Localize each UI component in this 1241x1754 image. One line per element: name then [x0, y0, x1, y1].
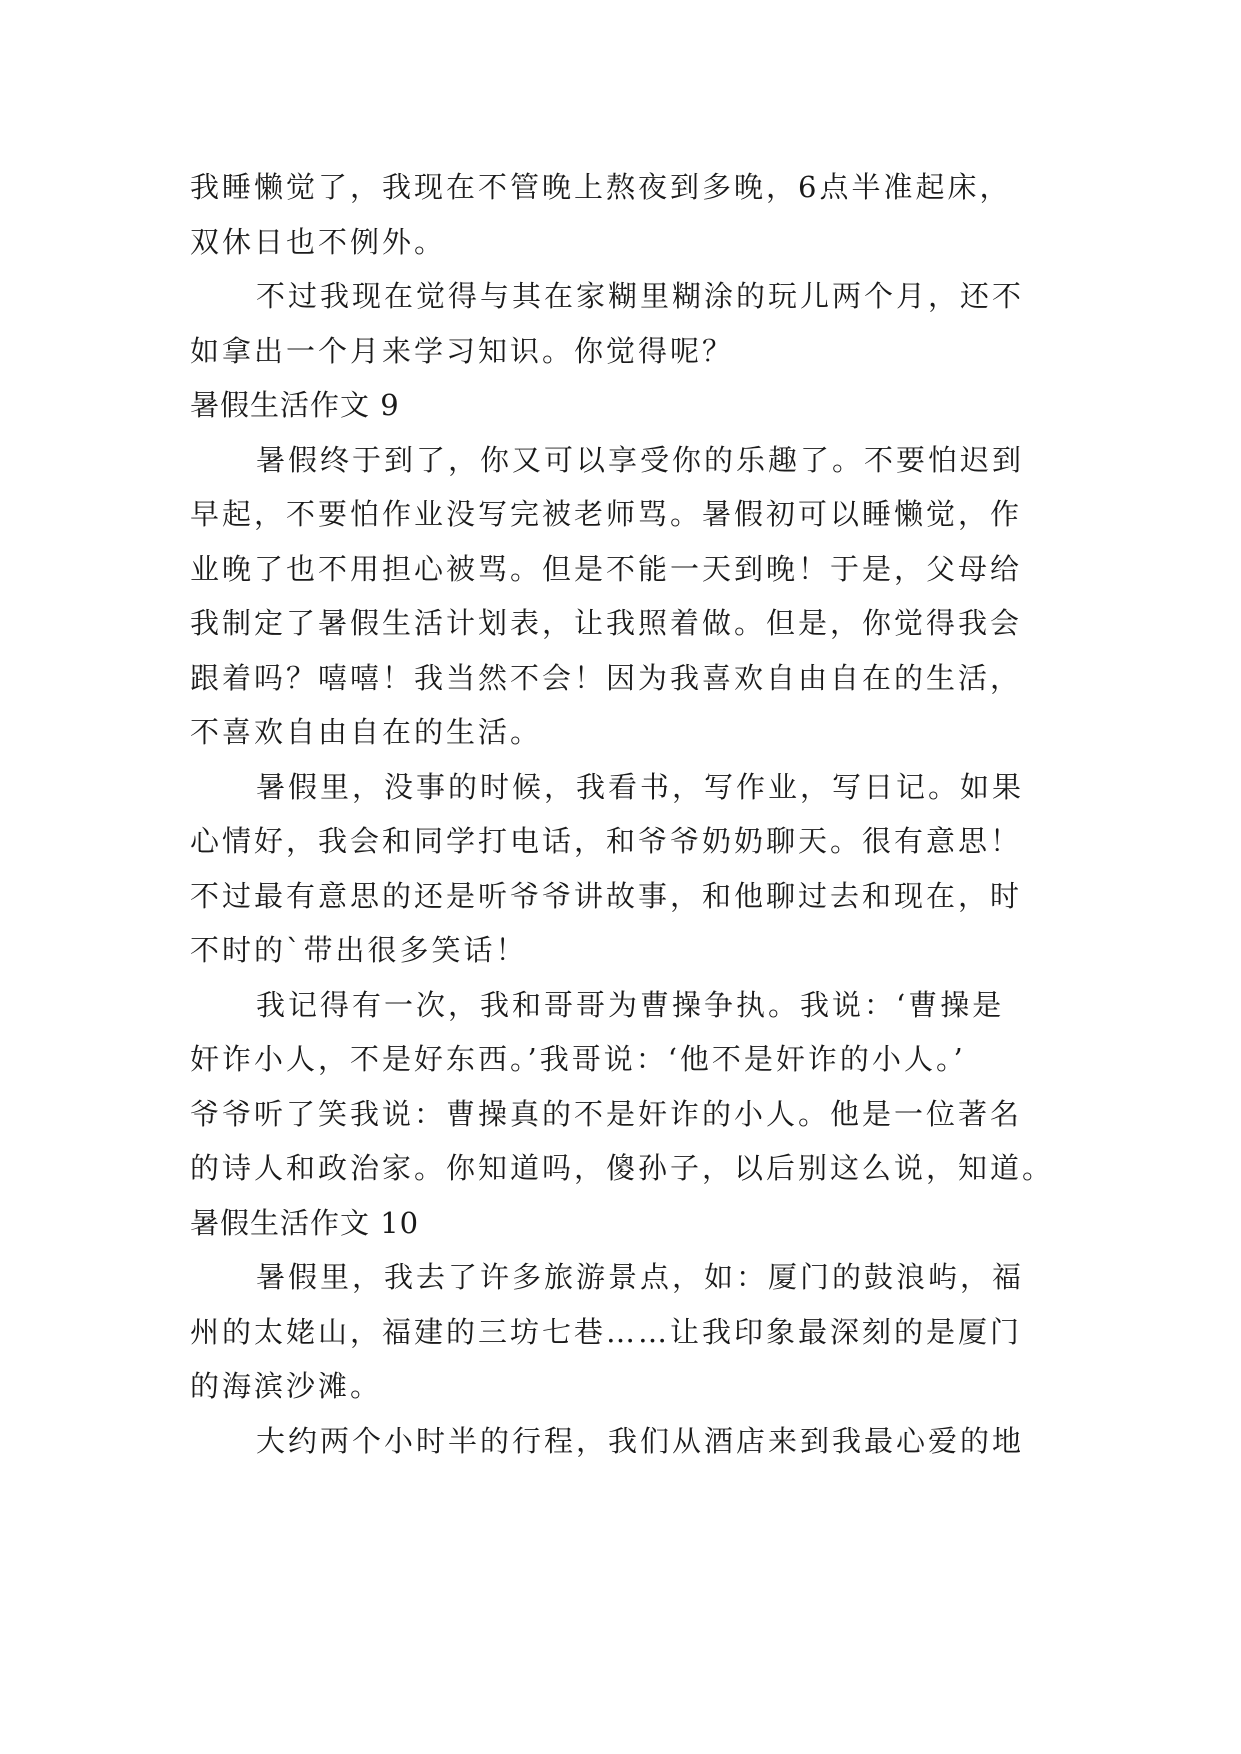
text-line: 的诗人和政治家。你知道吗，傻孙子，以后别这么说，知道。 [190, 1151, 1055, 1185]
text-line: 的海滨沙滩。 [190, 1369, 383, 1403]
paragraph-first-line: 暑假终于到了，你又可以享受你的乐趣了。不要怕迟到 [256, 442, 1025, 477]
text-line: 我睡懒觉了，我现在不管晚上熬夜到多晚，6点半准起床， [190, 170, 1012, 204]
article-body [190, 160, 1070, 1468]
text-line: 奸诈小人，不是好东西。’我哥说：‘他不是奸诈的小人。’ [190, 1042, 966, 1076]
text-line: 业晚了也不用担心被骂。但是不能一天到晚！于是，父母给 [190, 551, 1023, 586]
paragraph-first-line: 暑假里，我去了许多旅游景点，如：厦门的鼓浪屿，福 [256, 1260, 1025, 1294]
text-line: 早起，不要怕作业没写完被老师骂。暑假初可以睡懒觉，作 [190, 497, 1023, 531]
section-heading: 暑假生活作文 9 [190, 388, 400, 422]
text-line: 爷爷听了笑我说：曹操真的不是奸诈的小人。他是一位著名 [190, 1096, 1023, 1131]
text-line: 双休日也不例外。 [190, 224, 447, 259]
text-line: 跟着吗？嘻嘻！我当然不会！因为我喜欢自由自在的生活， [190, 660, 1023, 695]
text-line: 不时的`带出很多笑话！ [190, 933, 528, 967]
text-line: 如拿出一个月来学习知识。你觉得呢？ [190, 333, 735, 368]
paragraph-first-line: 不过我现在觉得与其在家糊里糊涂的玩儿两个月，还不 [256, 279, 1025, 313]
paragraph-first-line: 我记得有一次，我和哥哥为曹操争执。我说：‘曹操是 [256, 987, 1005, 1022]
text-line: 我制定了暑假生活计划表，让我照着做。但是，你觉得我会 [190, 606, 1023, 640]
paragraph-first-line: 大约两个小时半的行程，我们从酒店来到我最心爱的地 [256, 1423, 1025, 1458]
text-line: 不喜欢自由自在的生活。 [190, 715, 543, 749]
section-heading: 暑假生活作文 10 [190, 1205, 420, 1240]
text-line: 心情好，我会和同学打电话，和爷爷奶奶聊天。很有意思！ [190, 824, 1023, 858]
paragraph-first-line: 暑假里，没事的时候，我看书，写作业，写日记。如果 [256, 769, 1025, 804]
text-line: 不过最有意思的还是听爷爷讲故事，和他聊过去和现在，时 [190, 878, 1023, 913]
text-line: 州的太姥山，福建的三坊七巷……让我印象最深刻的是厦门 [190, 1314, 1023, 1349]
